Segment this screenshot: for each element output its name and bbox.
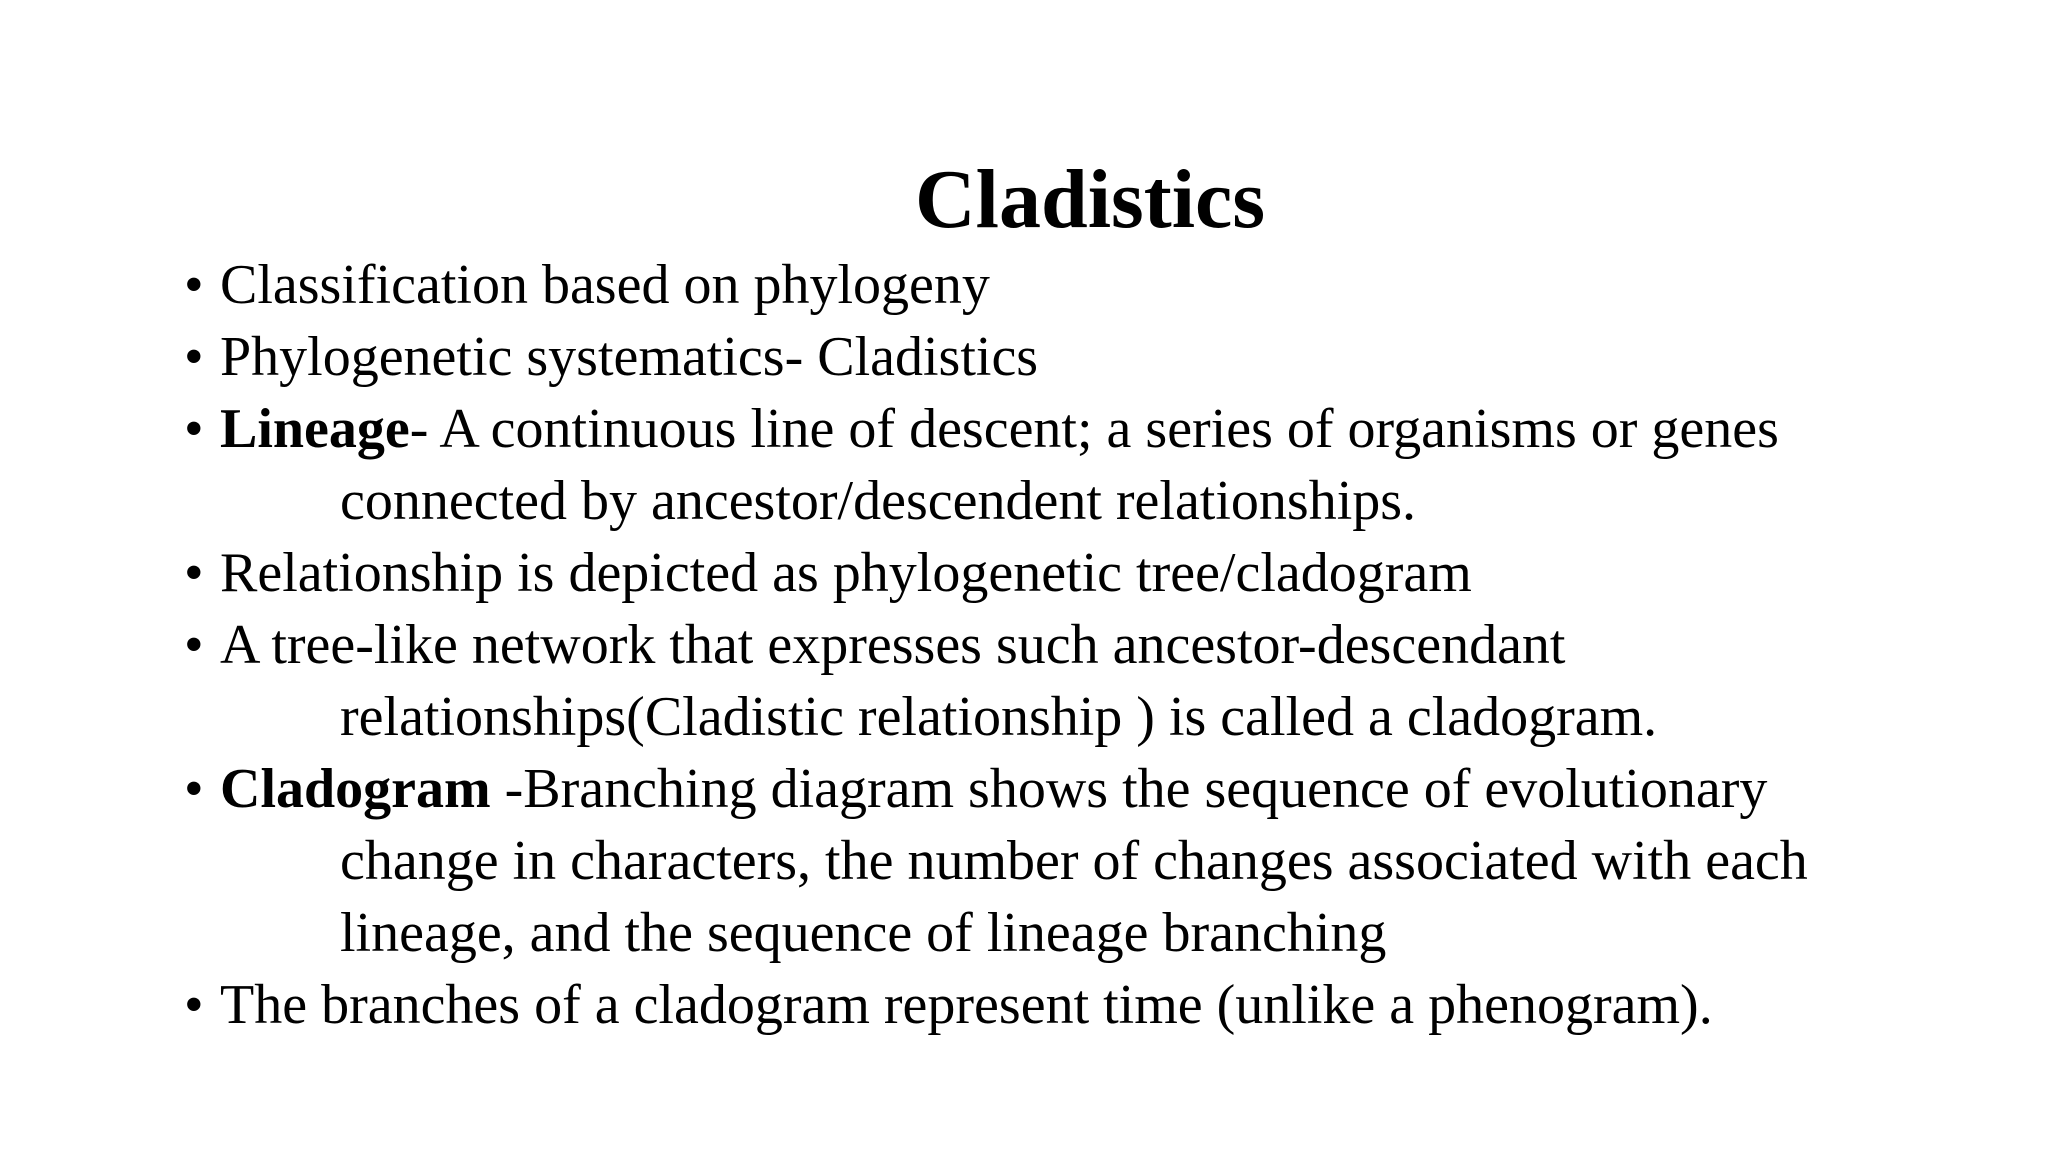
bullet-marker: • xyxy=(184,542,204,604)
bullet-item-branches xyxy=(184,969,2024,1041)
bullet-item-relationship xyxy=(184,537,2024,609)
bullet-text: Classification based on phylogeny xyxy=(220,254,990,316)
bullet-text: -Branching diagram shows the sequence of evolutionary xyxy=(490,758,1768,820)
bullet-marker: • xyxy=(184,974,204,1036)
bullet-continuation: change in characters, the number of changes associated with each xyxy=(340,830,1808,892)
bullet-item-phylogenetic-systematics xyxy=(184,321,2024,393)
bullet-text: - A continuous line of descent; a series of organisms or genes xyxy=(409,398,1779,460)
bullet-marker: • xyxy=(184,254,204,316)
bullet-marker: • xyxy=(184,614,204,676)
slide-title: Cladistics xyxy=(914,153,1266,246)
bullet-item-cladogram xyxy=(184,753,2024,825)
bullet-marker: • xyxy=(184,398,204,460)
bullet-text: Phylogenetic systematics- Cladistics xyxy=(220,326,1039,388)
bullet-list xyxy=(184,249,2024,1041)
term-lineage: Lineage xyxy=(220,398,410,460)
bullet-continuation: connected by ancestor/descendent relationships. xyxy=(340,470,1417,532)
bullet-text: The branches of a cladogram represent time (unlike a phenogram). xyxy=(220,974,1713,1036)
bullet-continuation: lineage, and the sequence of lineage branching xyxy=(340,902,1387,964)
bullet-marker: • xyxy=(184,758,204,820)
bullet-marker: • xyxy=(184,326,204,388)
bullet-continuation: relationships(Cladistic relationship ) is called a cladogram. xyxy=(340,686,1658,748)
bullet-text: A tree-like network that expresses such ancestor-descendant xyxy=(220,614,1566,676)
bullet-item-classification xyxy=(184,249,2024,321)
bullet-item-tree-like-network xyxy=(184,609,2024,681)
bullet-text: Relationship is depicted as phylogenetic tree/cladogram xyxy=(220,542,1472,604)
bullet-item-lineage xyxy=(184,393,2024,465)
term-cladogram: Cladogram xyxy=(220,758,491,820)
